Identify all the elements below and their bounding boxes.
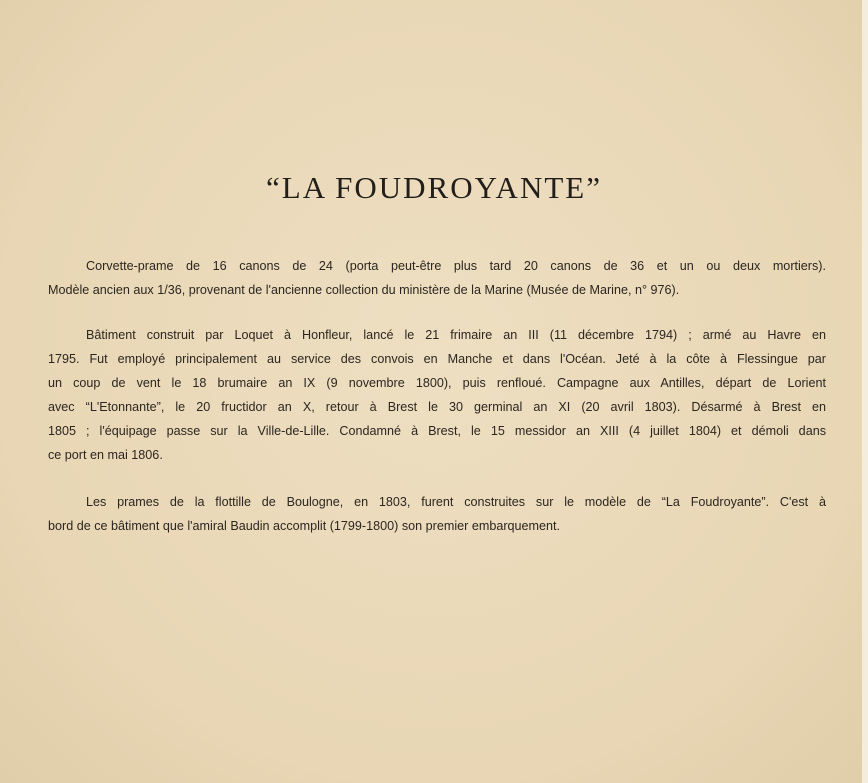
text-line: ce port en mai 1806. — [48, 448, 163, 462]
text-line: Modèle ancien aux 1/36, provenant de l'ancienne collection du ministère de la Marine (Musée de Marine, n° 976). — [48, 283, 680, 297]
text-line: 1805 ; l'équipage passe sur la Ville-de-Lille. Condamné à Brest, le 15 messidor an XIII (4 juillet 1804) et démoli dans — [48, 424, 826, 438]
scan-edge — [862, 0, 868, 783]
text-line: avec “L'Etonnante”, le 20 fructidor an X, retour à Brest le 30 germinal an XI (20 avril 1803). Désarmé à Brest en — [48, 400, 826, 414]
text-line: Bâtiment construit par Loquet à Honfleur, lancé le 21 frimaire an III (11 décembre 1794) ; armé au Havre en — [86, 328, 826, 342]
text-line: Les prames de la flottille de Boulogne, en 1803, furent construites sur le modèle de “La Foudroyante”. C'est à — [86, 495, 826, 509]
text-line: Corvette-prame de 16 canons de 24 (porta peut-être plus tard 20 canons de 36 et un ou deux mortiers). — [86, 259, 826, 273]
text-line: 1795. Fut employé principalement au service des convois en Manche et dans l'Océan. Jeté à la côte à Flessingue par — [48, 352, 826, 366]
text-line: un coup de vent le 18 brumaire an IX (9 novembre 1800), puis renfloué. Campagne aux Antilles, départ de Lorient — [48, 376, 826, 390]
document-title: “LA FOUDROYANTE” — [266, 170, 602, 205]
text-line: bord de ce bâtiment que l'amiral Baudin accomplit (1799-1800) son premier embarquement. — [48, 519, 561, 533]
